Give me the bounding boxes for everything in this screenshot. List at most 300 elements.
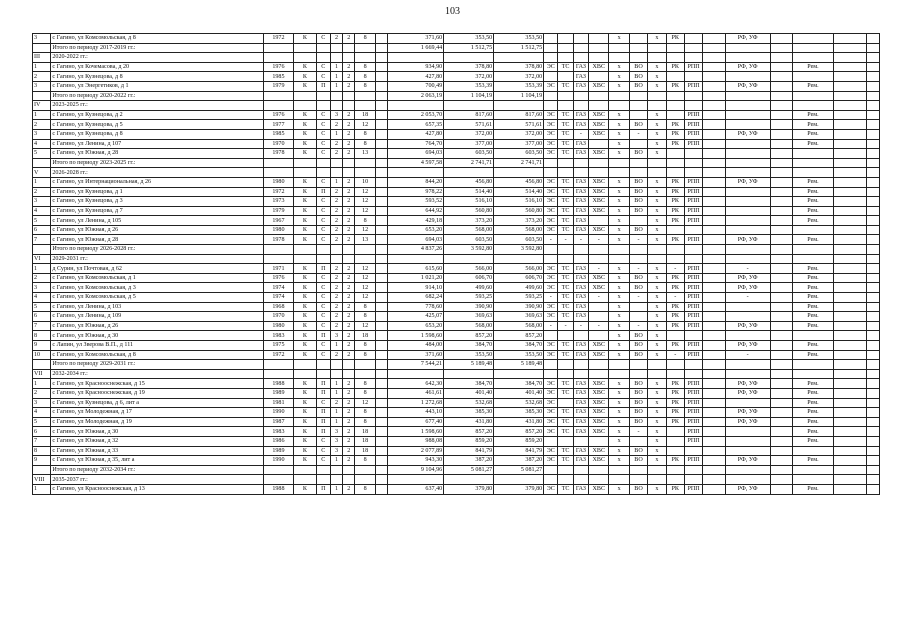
- table-cell: [629, 254, 647, 264]
- table-cell: [725, 312, 770, 322]
- table-cell: 2: [343, 379, 355, 389]
- table-cell: 1971: [263, 264, 294, 274]
- table-cell: [343, 360, 355, 370]
- table-cell: [330, 465, 342, 475]
- table-cell: [833, 446, 866, 456]
- table-cell: [833, 465, 866, 475]
- table-cell: с Гагино, ул Ленина, д 109: [51, 312, 263, 322]
- table-row: [33, 187, 880, 197]
- table-cell: [330, 254, 342, 264]
- table-cell: 694,03: [388, 235, 444, 245]
- table-cell: РК: [666, 197, 684, 207]
- table-cell: [770, 177, 792, 187]
- table-cell: [316, 158, 330, 168]
- table-cell: х: [648, 149, 666, 159]
- table-cell: 2: [343, 187, 355, 197]
- table-cell: [294, 43, 316, 53]
- table-cell: х: [648, 331, 666, 341]
- table-cell: 372,00: [494, 129, 544, 139]
- table-cell: [703, 264, 725, 274]
- table-cell: РПП: [684, 120, 702, 130]
- table-cell: [343, 254, 355, 264]
- table-row: [33, 149, 880, 159]
- table-cell: ХВС: [589, 283, 609, 293]
- table-cell: 18: [355, 110, 375, 120]
- table-cell: [375, 72, 387, 82]
- table-cell: [388, 168, 444, 178]
- table-cell: К: [294, 110, 316, 120]
- table-cell: [703, 72, 725, 82]
- table-cell: Рем.: [793, 81, 834, 91]
- table-cell: [629, 436, 647, 446]
- table-cell: [833, 43, 866, 53]
- table-cell: ГАЗ: [573, 110, 588, 120]
- table-cell: 5 081,27: [444, 465, 494, 475]
- table-cell: 2: [343, 72, 355, 82]
- table-cell: К: [294, 62, 316, 72]
- table-cell: Рем.: [793, 62, 834, 72]
- table-cell: 378,80: [494, 62, 544, 72]
- section-header-row: [33, 254, 880, 264]
- table-cell: 3 592,80: [494, 245, 544, 255]
- table-cell: [703, 350, 725, 360]
- table-row: [33, 484, 880, 494]
- table-cell: с Гагино, ул Комсомольская, д 8: [51, 350, 263, 360]
- table-cell: 456,80: [444, 177, 494, 187]
- table-cell: [573, 475, 588, 485]
- table-cell: 385,30: [494, 408, 544, 418]
- table-cell: ЭС: [544, 149, 558, 159]
- table-cell: 2: [330, 350, 342, 360]
- table-cell: [33, 465, 51, 475]
- table-cell: [725, 139, 770, 149]
- table-cell: Рем.: [793, 197, 834, 207]
- table-cell: [343, 168, 355, 178]
- table-cell: [355, 465, 375, 475]
- table-cell: с Гагино, ул Кочемасова, д 20: [51, 62, 263, 72]
- table-cell: РПП: [684, 312, 702, 322]
- table-cell: 499,60: [444, 283, 494, 293]
- table-cell: 4: [33, 206, 51, 216]
- table-cell: [770, 168, 792, 178]
- table-cell: [793, 446, 834, 456]
- table-cell: [629, 101, 647, 111]
- table-cell: ТС: [558, 446, 573, 456]
- table-cell: [666, 436, 684, 446]
- table-cell: К: [294, 398, 316, 408]
- table-cell: [793, 101, 834, 111]
- table-cell: [263, 158, 294, 168]
- table-cell: ХВС: [589, 388, 609, 398]
- table-cell: 3: [33, 34, 51, 44]
- table-cell: [725, 254, 770, 264]
- table-cell: [866, 350, 879, 360]
- table-cell: [629, 475, 647, 485]
- table-cell: [375, 245, 387, 255]
- table-cell: 516,10: [494, 197, 544, 207]
- table-cell: 371,60: [388, 350, 444, 360]
- table-cell: х: [648, 446, 666, 456]
- table-cell: 10: [355, 177, 375, 187]
- table-cell: [558, 369, 573, 379]
- table-cell: 384,70: [444, 341, 494, 351]
- table-cell: 2032-2034 гг.:: [51, 369, 263, 379]
- table-cell: 1980: [263, 177, 294, 187]
- table-cell: [388, 101, 444, 111]
- table-cell: ХВС: [589, 149, 609, 159]
- table-cell: 2: [330, 225, 342, 235]
- table-cell: [355, 53, 375, 63]
- table-cell: 1 104,19: [494, 91, 544, 101]
- table-cell: [725, 398, 770, 408]
- table-cell: ЭС: [544, 427, 558, 437]
- table-cell: 2: [343, 120, 355, 130]
- table-cell: [343, 465, 355, 475]
- table-cell: 1974: [263, 293, 294, 303]
- table-cell: х: [609, 417, 629, 427]
- table-cell: ЭС: [544, 110, 558, 120]
- table-cell: х: [648, 81, 666, 91]
- table-cell: [725, 360, 770, 370]
- table-cell: ГАЗ: [573, 225, 588, 235]
- table-cell: [589, 254, 609, 264]
- table-cell: 379,80: [494, 484, 544, 494]
- table-cell: [375, 475, 387, 485]
- table-cell: [725, 427, 770, 437]
- table-cell: [833, 388, 866, 398]
- table-cell: 568,00: [444, 321, 494, 331]
- table-cell: [666, 465, 684, 475]
- table-cell: х: [609, 139, 629, 149]
- table-cell: х: [609, 388, 629, 398]
- table-cell: ЭС: [544, 446, 558, 456]
- table-cell: 2: [343, 427, 355, 437]
- table-cell: х: [648, 264, 666, 274]
- table-cell: [648, 158, 666, 168]
- table-cell: х: [609, 216, 629, 226]
- table-cell: [866, 110, 879, 120]
- table-cell: х: [609, 427, 629, 437]
- table-cell: 1972: [263, 34, 294, 44]
- table-cell: 1 512,75: [444, 43, 494, 53]
- table-cell: [648, 254, 666, 264]
- table-cell: 2: [330, 312, 342, 322]
- table-cell: [866, 101, 879, 111]
- table-cell: х: [609, 283, 629, 293]
- table-cell: [866, 187, 879, 197]
- table-cell: К: [294, 350, 316, 360]
- table-cell: 1: [330, 456, 342, 466]
- table-cell: 1: [330, 177, 342, 187]
- table-cell: ГАЗ: [573, 302, 588, 312]
- table-cell: Рем.: [793, 484, 834, 494]
- table-cell: [703, 225, 725, 235]
- table-cell: [375, 341, 387, 351]
- page-number: 103: [445, 6, 460, 17]
- table-cell: х: [609, 129, 629, 139]
- table-cell: [494, 101, 544, 111]
- table-cell: х: [648, 283, 666, 293]
- table-cell: РПП: [684, 436, 702, 446]
- table-cell: РПП: [684, 264, 702, 274]
- table-cell: с Гагино, ул Южная, д 30: [51, 331, 263, 341]
- table-cell: РПП: [684, 187, 702, 197]
- table-cell: ГАЗ: [573, 177, 588, 187]
- table-cell: 857,20: [494, 427, 544, 437]
- table-cell: РФ, УФ: [725, 408, 770, 418]
- table-cell: [294, 465, 316, 475]
- table-cell: РПП: [684, 293, 702, 303]
- table-cell: [544, 101, 558, 111]
- table-cell: [375, 465, 387, 475]
- table-row: [33, 321, 880, 331]
- table-cell: [294, 360, 316, 370]
- table-cell: -: [725, 350, 770, 360]
- table-cell: 2: [343, 216, 355, 226]
- table-cell: Рем.: [793, 379, 834, 389]
- table-cell: VII: [33, 369, 51, 379]
- table-cell: [629, 369, 647, 379]
- table-cell: РФ, УФ: [725, 273, 770, 283]
- table-row: [33, 350, 880, 360]
- table-cell: 5 189,48: [494, 360, 544, 370]
- table-cell: [388, 53, 444, 63]
- table-cell: 1990: [263, 408, 294, 418]
- table-cell: [770, 312, 792, 322]
- table-cell: ВО: [629, 417, 647, 427]
- table-cell: К: [294, 72, 316, 82]
- table-cell: [558, 254, 573, 264]
- table-cell: х: [648, 341, 666, 351]
- table-cell: [725, 43, 770, 53]
- table-cell: [866, 283, 879, 293]
- table-cell: 7 544,21: [388, 360, 444, 370]
- table-cell: с Гагино, ул Кузнецова, д 6, лит а: [51, 398, 263, 408]
- table-cell: [866, 369, 879, 379]
- table-cell: х: [609, 81, 629, 91]
- table-cell: [375, 273, 387, 283]
- table-cell: [558, 72, 573, 82]
- table-cell: ВО: [629, 379, 647, 389]
- table-cell: С: [316, 341, 330, 351]
- table-cell: [375, 120, 387, 130]
- table-cell: [866, 120, 879, 130]
- table-cell: [770, 187, 792, 197]
- table-cell: [666, 254, 684, 264]
- table-cell: с Гагино, ул Южная, д 33: [51, 446, 263, 456]
- table-cell: П: [316, 379, 330, 389]
- table-body: [33, 34, 880, 495]
- table-cell: 603,50: [444, 235, 494, 245]
- table-cell: [833, 408, 866, 418]
- table-cell: ВО: [629, 408, 647, 418]
- table-cell: ХВС: [589, 427, 609, 437]
- table-cell: П: [316, 484, 330, 494]
- table-cell: [589, 168, 609, 178]
- table-cell: [609, 245, 629, 255]
- table-cell: 3: [330, 427, 342, 437]
- table-cell: [770, 321, 792, 331]
- table-cell: [725, 110, 770, 120]
- table-cell: Рем.: [793, 120, 834, 130]
- table-cell: х: [609, 398, 629, 408]
- table-cell: х: [648, 216, 666, 226]
- table-cell: [343, 91, 355, 101]
- table-cell: 857,20: [444, 331, 494, 341]
- table-cell: 9: [33, 456, 51, 466]
- table-cell: с Гагино, ул Южная, д 26: [51, 321, 263, 331]
- table-cell: ЭС: [544, 177, 558, 187]
- table-cell: ТС: [558, 110, 573, 120]
- table-cell: [316, 91, 330, 101]
- table-cell: 2 741,71: [494, 158, 544, 168]
- table-cell: 427,80: [388, 72, 444, 82]
- table-cell: ГАЗ: [573, 273, 588, 283]
- table-cell: [375, 149, 387, 159]
- table-cell: РПП: [684, 321, 702, 331]
- table-cell: 1: [330, 388, 342, 398]
- table-cell: [703, 360, 725, 370]
- table-cell: 2: [343, 398, 355, 408]
- table-cell: 2: [343, 273, 355, 283]
- table-cell: 603,50: [494, 235, 544, 245]
- table-cell: 371,60: [388, 34, 444, 44]
- table-cell: [294, 91, 316, 101]
- table-cell: 615,60: [388, 264, 444, 274]
- table-cell: С: [316, 216, 330, 226]
- table-cell: д Сурин, ул Почтовая, д 62: [51, 264, 263, 274]
- table-cell: [833, 293, 866, 303]
- table-cell: х: [648, 235, 666, 245]
- table-cell: [866, 245, 879, 255]
- table-cell: [866, 408, 879, 418]
- table-cell: [666, 149, 684, 159]
- table-cell: С: [316, 398, 330, 408]
- table-cell: РПП: [684, 398, 702, 408]
- table-cell: [375, 91, 387, 101]
- table-cell: РК: [666, 379, 684, 389]
- table-cell: 2 741,71: [444, 158, 494, 168]
- table-cell: х: [648, 379, 666, 389]
- table-cell: 682,24: [388, 293, 444, 303]
- table-cell: [703, 216, 725, 226]
- table-cell: [558, 245, 573, 255]
- table-cell: 8: [355, 72, 375, 82]
- table-cell: 2: [330, 120, 342, 130]
- table-cell: [375, 264, 387, 274]
- table-cell: [629, 302, 647, 312]
- table-cell: Рем.: [793, 273, 834, 283]
- table-cell: 7: [33, 321, 51, 331]
- table-cell: [648, 360, 666, 370]
- table-cell: 9 104,96: [388, 465, 444, 475]
- table-cell: [494, 168, 544, 178]
- table-cell: К: [294, 484, 316, 494]
- table-cell: ГАЗ: [573, 187, 588, 197]
- table-cell: [703, 484, 725, 494]
- table-cell: РК: [666, 408, 684, 418]
- table-cell: [33, 245, 51, 255]
- table-cell: [375, 417, 387, 427]
- table-cell: ЭС: [544, 484, 558, 494]
- table-cell: 8: [33, 331, 51, 341]
- table-cell: [866, 81, 879, 91]
- table-cell: 8: [33, 446, 51, 456]
- table-cell: х: [648, 62, 666, 72]
- table-cell: [375, 110, 387, 120]
- table-cell: С: [316, 177, 330, 187]
- table-cell: ТС: [558, 408, 573, 418]
- table-cell: [375, 235, 387, 245]
- table-cell: 694,03: [388, 149, 444, 159]
- table-cell: 12: [355, 206, 375, 216]
- table-cell: [573, 331, 588, 341]
- table-cell: -: [629, 129, 647, 139]
- table-cell: 677,40: [388, 417, 444, 427]
- table-cell: РК: [666, 321, 684, 331]
- table-cell: 2: [343, 388, 355, 398]
- table-cell: [558, 168, 573, 178]
- table-cell: -: [573, 235, 588, 245]
- table-cell: РПП: [684, 379, 702, 389]
- table-cell: х: [609, 34, 629, 44]
- table-cell: [666, 245, 684, 255]
- table-cell: х: [609, 408, 629, 418]
- table-cell: ВО: [629, 398, 647, 408]
- table-cell: [558, 34, 573, 44]
- table-cell: РК: [666, 484, 684, 494]
- table-cell: [770, 283, 792, 293]
- table-cell: 1: [330, 81, 342, 91]
- table-cell: ЭС: [544, 139, 558, 149]
- table-cell: ГАЗ: [573, 427, 588, 437]
- table-cell: РФ, УФ: [725, 283, 770, 293]
- table-cell: 12: [355, 273, 375, 283]
- period-total-row: [33, 158, 880, 168]
- table-cell: [833, 350, 866, 360]
- table-cell: 1970: [263, 139, 294, 149]
- table-cell: [343, 245, 355, 255]
- table-cell: [833, 302, 866, 312]
- table-cell: х: [609, 235, 629, 245]
- table-cell: [770, 264, 792, 274]
- table-cell: 443,10: [388, 408, 444, 418]
- table-cell: [833, 216, 866, 226]
- period-total-row: [33, 43, 880, 53]
- table-cell: [609, 158, 629, 168]
- table-cell: [666, 369, 684, 379]
- table-cell: ВО: [629, 484, 647, 494]
- table-cell: 2: [330, 398, 342, 408]
- table-cell: [355, 360, 375, 370]
- table-cell: ГАЗ: [573, 388, 588, 398]
- table-cell: [444, 369, 494, 379]
- table-cell: С: [316, 446, 330, 456]
- table-cell: х: [648, 436, 666, 446]
- table-cell: [666, 101, 684, 111]
- table-cell: 384,70: [444, 379, 494, 389]
- table-cell: [609, 360, 629, 370]
- table-cell: [375, 43, 387, 53]
- table-cell: [684, 101, 702, 111]
- table-cell: ХВС: [589, 62, 609, 72]
- table-cell: [573, 254, 588, 264]
- table-cell: РК: [666, 283, 684, 293]
- table-cell: 7: [33, 436, 51, 446]
- table-cell: 8: [355, 350, 375, 360]
- table-cell: [684, 360, 702, 370]
- table-cell: х: [648, 456, 666, 466]
